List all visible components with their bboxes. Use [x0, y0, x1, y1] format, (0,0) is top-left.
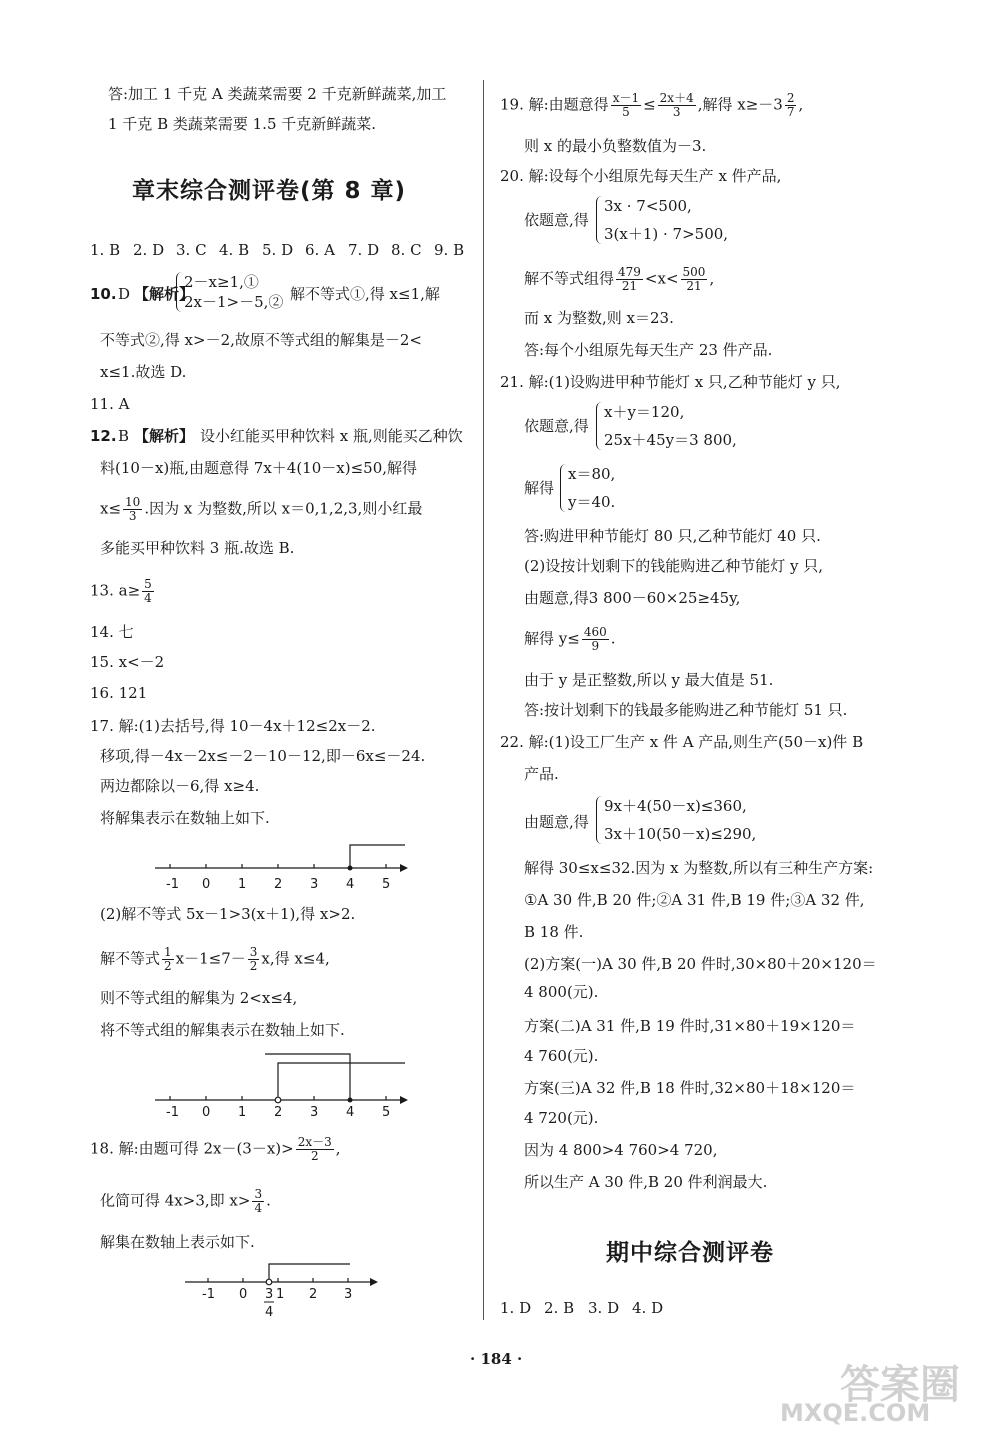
text-run: ,: [709, 269, 715, 288]
solution-text: [100, 1188, 271, 1215]
tick-label: 4: [265, 1305, 274, 1320]
system-line: x＋y＝120,: [604, 403, 685, 421]
tick-label: 5: [382, 877, 391, 892]
solution-text: 17. 解:(1)去括号,得 10－4x＋12≤2x－2.: [90, 717, 376, 735]
text-run: <x<: [644, 269, 679, 288]
denominator: 9: [591, 639, 600, 653]
number-line-1: [150, 838, 410, 896]
numerator: 2x＋4: [659, 91, 694, 105]
tick-label: -1: [166, 877, 179, 892]
system-line: 25x＋45y＝3 800,: [604, 431, 737, 449]
intro-line-1: 答:加工 1 千克 A 类蔬菜需要 2 千克新鲜蔬菜,加工: [108, 85, 447, 103]
inequality-system: [596, 196, 728, 244]
tick-label: 3: [344, 1287, 353, 1302]
text-run: ,: [798, 95, 804, 114]
denominator: 5: [622, 105, 630, 119]
solution-text: 设小红能买甲种饮料 x 瓶,则能买乙种饮: [200, 427, 463, 445]
solution-text: 所以生产 A 30 件,B 20 件利润最大.: [524, 1173, 768, 1191]
system-line: y＝40.: [568, 493, 616, 511]
solution-text: x≤1.故选 D.: [100, 363, 187, 381]
solution-text: 21. 解:(1)设购进甲种节能灯 x 只,乙种节能灯 y 只,: [500, 373, 841, 391]
fraction: [785, 92, 797, 119]
fraction: [681, 266, 708, 293]
number-line-3: [180, 1258, 380, 1324]
answer-line: [90, 578, 156, 605]
mc-answer: 5. D: [262, 241, 294, 259]
mc-answer: 6. A: [305, 241, 335, 259]
solution-text: 产品.: [524, 765, 559, 783]
solution-text: 20. 解:设每个小组原先每天生产 x 件产品,: [500, 167, 782, 185]
answer-line: 14. 七: [90, 623, 134, 641]
solution-text: 答:购进甲种节能灯 80 只,乙种节能灯 40 只.: [524, 527, 821, 545]
equation-system: [560, 464, 615, 512]
solution-text: 解不等式①,得 x≤1,解: [290, 285, 440, 303]
solution-text: 不等式②,得 x>－2,故原不等式组的解集是－2<: [100, 331, 422, 349]
solution-text: 4 760(元).: [524, 1047, 599, 1065]
text-run: 解不等式: [100, 949, 161, 968]
numerator: 3: [249, 945, 258, 959]
answer-line: 16. 121: [90, 684, 148, 702]
inequality-system: [596, 796, 756, 844]
denominator: 21: [621, 279, 638, 293]
mc-answer: 9. B: [434, 241, 465, 259]
text-run: 19. 解:由题意得: [500, 95, 609, 114]
fraction: [123, 496, 142, 523]
fraction: [162, 946, 174, 973]
mc-answer: 1. B: [90, 241, 121, 259]
numerator: 460: [583, 625, 607, 639]
solution-text: 方案(二)A 31 件,B 19 件时,31×80＋19×120＝: [524, 1017, 856, 1035]
denominator: 21: [686, 279, 702, 293]
solution-text: 将不等式组的解集表示在数轴上如下.: [100, 1021, 345, 1039]
solution-text: 因为 4 800>4 760>4 720,: [524, 1141, 718, 1159]
text-run: x－1≤7－: [175, 949, 246, 968]
tick-label: 3: [265, 1287, 274, 1302]
solution-text: 解集在数轴上表示如下.: [100, 1233, 255, 1251]
text-run: .: [610, 629, 616, 648]
solution-text: 两边都除以－6,得 x≥4.: [100, 777, 260, 795]
tick-label: 0: [202, 1105, 211, 1118]
solution-text: (2)方案(一)A 30 件,B 20 件时,30×80＋20×120＝: [524, 955, 877, 973]
denominator: 4: [144, 591, 152, 605]
mc-answer: 2. D: [133, 241, 165, 259]
denominator: 3: [672, 105, 681, 119]
denominator: 2: [310, 1149, 319, 1163]
fraction: [616, 266, 643, 293]
mc-answer: 4. D: [632, 1299, 664, 1317]
analysis-tag: 【解析】: [134, 285, 195, 303]
text-run: 解得 y≤: [524, 629, 580, 648]
solution-text: ①A 30 件,B 20 件;②A 31 件,B 19 件;③A 32 件,: [524, 891, 865, 909]
solution-text: [90, 1136, 341, 1163]
fraction: [296, 1136, 334, 1163]
solution-text: 由于 y 是正整数,所以 y 最大值是 51.: [524, 671, 774, 689]
solution-text: 料(10－x)瓶,由题意得 7x＋4(10－x)≤50,解得: [100, 459, 418, 477]
answer-letter: D: [118, 285, 131, 303]
answer-line: 15. x<－2: [90, 653, 165, 671]
mc-answer: 3. C: [176, 241, 207, 259]
solution-text: 依题意,得: [524, 417, 589, 435]
solution-text: 解得: [524, 479, 555, 497]
text-run: ,: [335, 1139, 341, 1158]
text-run: .: [266, 1191, 271, 1210]
mc-answer: 7. D: [348, 241, 380, 259]
solution-text: 将解集表示在数轴上如下.: [100, 809, 270, 827]
watermark-url: MXQE.COM: [780, 1399, 931, 1427]
fraction: [611, 92, 641, 119]
solution-text: B 18 件.: [524, 923, 584, 941]
text-run: 解不等式组得: [524, 269, 615, 288]
mc-answer: 4. B: [219, 241, 250, 259]
section-heading: 期中综合测评卷: [606, 1240, 774, 1266]
solution-text: 则 x 的最小负整数值为－3.: [524, 137, 707, 155]
denominator: 3: [128, 509, 137, 523]
tick-label: 3: [310, 877, 319, 892]
solution-text: (2)解不等式 5x－1>3(x＋1),得 x>2.: [100, 905, 356, 923]
text-run: ≤: [643, 95, 656, 114]
answer-line: 11. A: [90, 395, 130, 413]
tick-label: 1: [238, 877, 247, 892]
solution-text: [524, 266, 714, 293]
analysis-tag: 【解析】: [134, 427, 195, 445]
numerator: 479: [618, 265, 641, 279]
question-number: 10.: [90, 285, 117, 303]
fraction: [658, 92, 696, 119]
watermark-logo: [760, 1355, 990, 1427]
denominator: 7: [786, 105, 795, 119]
question-number: 12.: [90, 427, 117, 445]
system-line: x＝80,: [568, 465, 616, 483]
text-run: .因为 x 为整数,所以 x＝0,1,2,3,则小红最: [144, 499, 423, 518]
solution-text: 方案(三)A 32 件,B 18 件时,32×80＋18×120＝: [524, 1079, 856, 1097]
solution-text: 由题意,得3 800－60×25≥45y,: [524, 589, 741, 607]
solution-text: 答:按计划剩下的钱最多能购进乙种节能灯 51 只.: [524, 701, 848, 719]
tick-label: 0: [239, 1287, 248, 1302]
solution-text: [500, 92, 803, 119]
numerator: x－1: [612, 91, 640, 105]
text-run: 化简可得 4x>3,即 x>: [100, 1191, 251, 1210]
solution-text: 22. 解:(1)设工厂生产 x 件 A 产品,则生产(50－x)件 B: [500, 733, 864, 751]
solution-text: 答:每个小组原先每天生产 23 件产品.: [524, 341, 773, 359]
system-line: 3x＋10(50－x)≤290,: [604, 825, 757, 843]
mc-answer-row: [500, 1298, 700, 1318]
tick-label: 4: [346, 1105, 355, 1118]
fraction: [252, 1188, 264, 1215]
solution-text: 由题意,得: [524, 813, 589, 831]
system-line: 2x－1>－5,②: [184, 293, 284, 311]
text-run: 13. a≥: [90, 581, 141, 600]
solution-text: 移项,得－4x－2x≤－2－10－12,即－6x≤－24.: [100, 747, 426, 765]
mc-answer: 3. D: [588, 1299, 620, 1317]
tick-label: 0: [202, 877, 211, 892]
text-run: x,得 x≤4,: [261, 949, 330, 968]
tick-label: 1: [276, 1287, 285, 1302]
fraction: [248, 946, 260, 973]
denominator: 2: [249, 959, 258, 973]
system-line: 3x · 7<500,: [604, 197, 692, 215]
tick-label: 5: [382, 1105, 391, 1118]
solution-text: 则不等式组的解集为 2<x≤4,: [100, 989, 298, 1007]
denominator: 2: [164, 959, 172, 973]
fraction: [142, 578, 154, 605]
numerator: 3: [254, 1187, 263, 1201]
text-run: ,解得 x≥－3: [697, 95, 783, 114]
mc-answer: 2. B: [544, 1299, 575, 1317]
system-line: 9x＋4(50－x)≤360,: [604, 797, 747, 815]
tick-label: 4: [346, 877, 355, 892]
fraction: [582, 626, 609, 653]
numerator: 5: [144, 577, 152, 591]
system-line: 3(x＋1) · 7>500,: [604, 225, 729, 243]
numerator: 500: [682, 265, 706, 279]
chapter-heading: 章末综合测评卷(第 8 章): [132, 178, 407, 204]
solution-text: 4 800(元).: [524, 983, 599, 1001]
tick-label: 2: [274, 1105, 283, 1118]
solution-text: 依题意,得: [524, 211, 589, 229]
mc-answer-row: [90, 240, 470, 260]
equation-system: [596, 402, 737, 450]
numerator: 2x－3: [297, 1135, 332, 1149]
intro-line-2: 1 千克 B 类蔬菜需要 1.5 千克新鲜蔬菜.: [108, 115, 377, 133]
tick-label: 1: [238, 1105, 247, 1118]
solution-text: (2)设按计划剩下的钱能购进乙种节能灯 y 只,: [524, 557, 824, 575]
column-divider: [483, 80, 484, 1320]
number-line-2: [150, 1048, 410, 1118]
numerator: 10: [125, 495, 141, 509]
answer-letter: B: [118, 427, 130, 445]
watermark-text: 答案圈: [840, 1362, 960, 1408]
numerator: 2: [786, 91, 795, 105]
tick-label: 3: [310, 1105, 319, 1118]
tick-label: -1: [166, 1105, 179, 1118]
solution-text: 解得 30≤x≤32.因为 x 为整数,所以有三种生产方案:: [524, 859, 874, 877]
mc-answer: 1. D: [500, 1299, 532, 1317]
tick-label: -1: [202, 1287, 215, 1302]
solution-text: [524, 626, 616, 653]
solution-text: [100, 946, 330, 973]
solution-text: [100, 496, 422, 523]
text-run: 18. 解:由题可得 2x－(3－x)>: [90, 1139, 294, 1158]
page-number: · 184 ·: [470, 1350, 523, 1368]
tick-label: 2: [309, 1287, 318, 1302]
solution-text: 多能买甲种饮料 3 瓶.故选 B.: [100, 539, 295, 557]
solution-text: 4 720(元).: [524, 1109, 599, 1127]
system-line: 2－x≥1,①: [184, 273, 259, 291]
mc-answer: 8. C: [391, 241, 422, 259]
numerator: 1: [164, 945, 172, 959]
denominator: 4: [254, 1201, 263, 1215]
inequality-system: [176, 272, 283, 312]
solution-text: 而 x 为整数,则 x＝23.: [524, 309, 674, 327]
text-run: x≤: [100, 499, 122, 518]
tick-label: 2: [274, 877, 283, 892]
